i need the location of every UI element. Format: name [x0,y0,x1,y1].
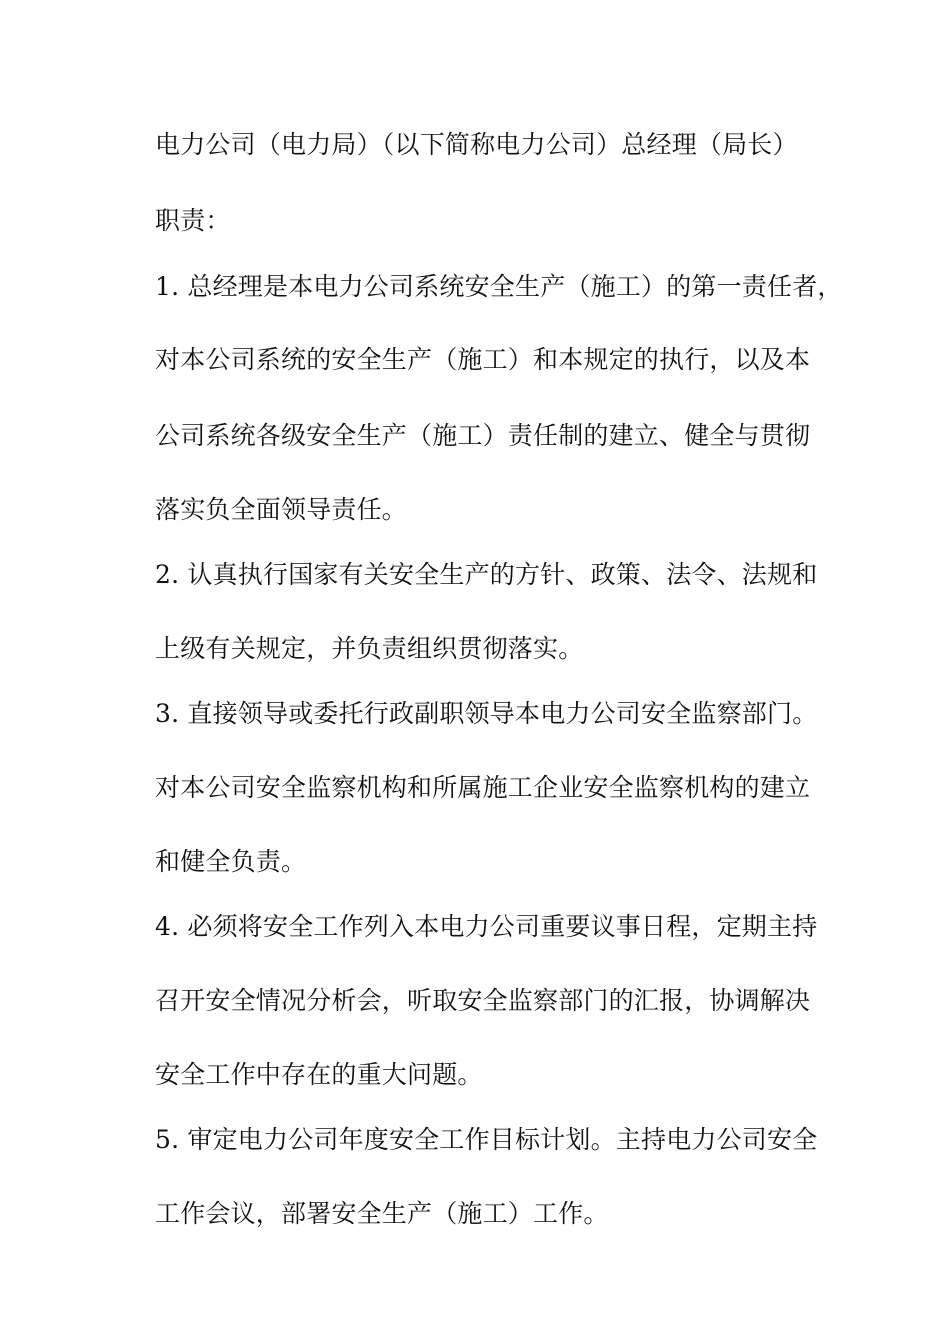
document-title-continuation: 职责： [155,206,231,235]
item-2-line-1: 2. 认真执行国家有关安全生产的方针、政策、法令、法规和 [155,560,818,589]
item-5-line-2: 工作会议，部署安全生产（施工）工作。 [155,1199,609,1228]
item-3-line-3: 和健全负责。 [155,847,307,876]
item-4-line-1: 4. 必须将安全工作列入本电力公司重要议事日程，定期主持 [155,912,818,941]
document-title: 电力公司（电力局）（以下简称电力公司）总经理（局长） [155,130,798,159]
item-4-line-2: 召开安全情况分析会，听取安全监察部门的汇报，协调解决 [155,986,811,1015]
item-1-line-4: 落实负全面领导责任。 [155,495,408,524]
item-2-line-2: 上级有关规定，并负责组织贯彻落实。 [155,634,584,663]
item-1-line-2: 对本公司系统的安全生产（施工）和本规定的执行，以及本 [155,345,811,374]
item-1-line-3: 公司系统各级安全生产（施工）责任制的建立、健全与贯彻 [155,421,811,450]
item-3-line-1: 3. 直接领导或委托行政副职领导本电力公司安全监察部门。 [155,699,818,728]
item-5-line-1: 5. 审定电力公司年度安全工作目标计划。主持电力公司安全 [155,1125,818,1154]
item-1-line-1: 1. 总经理是本电力公司系统安全生产（施工）的第一责任者， [155,272,843,301]
item-3-line-2: 对本公司安全监察机构和所属施工企业安全监察机构的建立 [155,773,811,802]
item-4-line-3: 安全工作中存在的重大问题。 [155,1060,483,1089]
